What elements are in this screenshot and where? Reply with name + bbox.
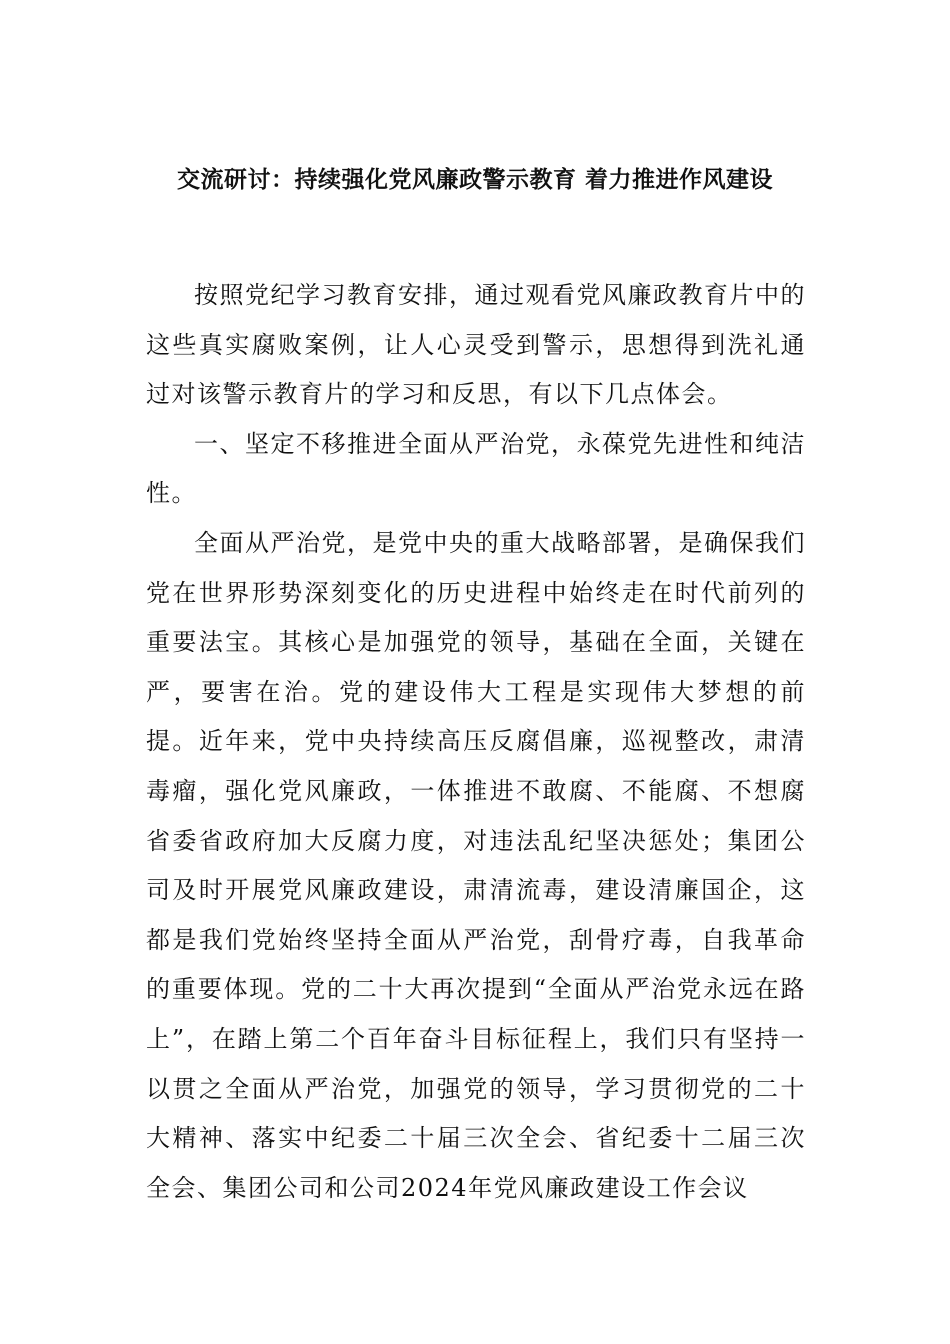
document-title: 交流研讨：持续强化党风廉政警示教育 着力推进作风建设 (176, 167, 773, 193)
paragraph-body-1: 全面从严治党，是党中央的重大战略部署，是确保我们党在世界形势深刻变化的历史进程中始终走在时代前列的重要法宝。其核心是加强党的领导，基础在全面，关键在严，要害在治。党的建设伟大工程是实现伟大梦想的前提。近年来，党中央持续高压反腐倡廉，巡视整改，肃清毒瘤，强化党风廉政，一体推进不敢腐、不能腐、不想腐省委省政府加大反腐力度，对违法乱纪坚决惩处；集团公司及时开展党风廉政建设，肃清流毒，建设清廉国企，这都是我们党始终坚持全面从严治党，刮骨疗毒，自我革命的重要体现。党的二十大再次提到“全面从严治党永远在路上”，在踏上第二个百年奋斗目标征程上，我们只有坚持一以贯之全面从严治党，加强党的领导，学习贯彻党的二十大精神、落实中纪委二十届三次全会、省纪委十二届三次全会、集团公司和公司2024年党风廉政建设工作会议 (146, 528, 806, 1202)
document-body (146, 271, 806, 1213)
paragraph-intro: 按照党纪学习教育安排，通过观看党风廉政教育片中的这些真实腐败案例，让人心灵受到警示，思想得到洗礼通过对该警示教育片的学习和反思，有以下几点体会。 (146, 281, 806, 409)
paragraph-heading-1: 一、坚定不移推进全面从严治党，永葆党先进性和纯洁性。 (146, 429, 806, 508)
